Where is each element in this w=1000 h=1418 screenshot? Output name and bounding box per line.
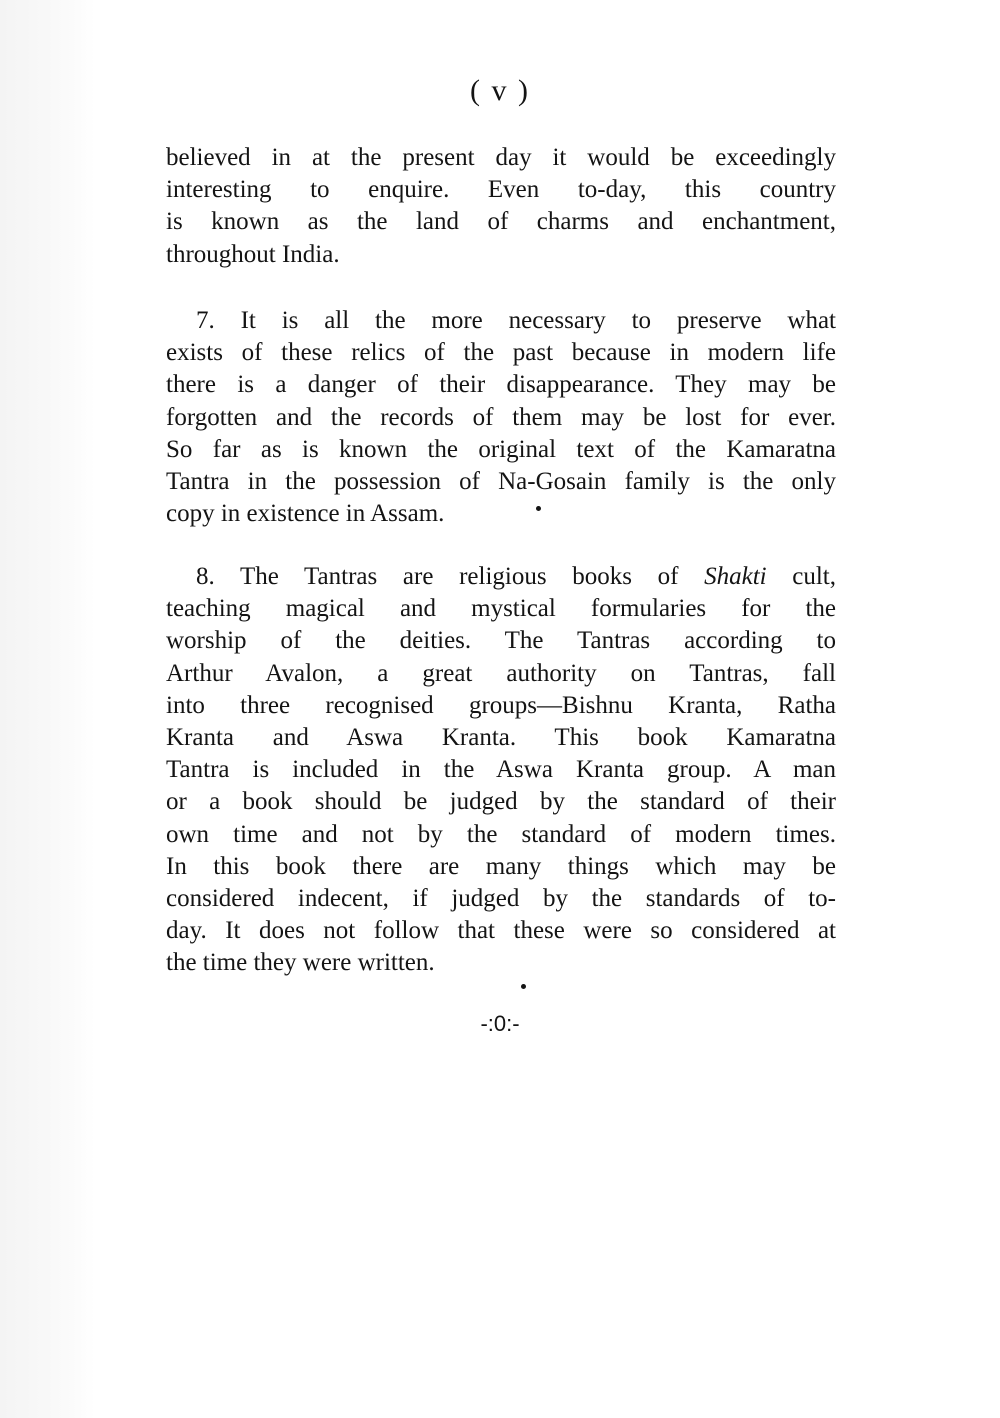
text-line: Tantra is included in the Aswa Kranta group. A man <box>166 756 836 784</box>
text-line: copy in existence in Assam. <box>166 500 445 528</box>
text-line: the time they were written. <box>166 949 435 977</box>
ink-speck <box>521 984 526 989</box>
text-line: or a book should be judged by the standard of their <box>166 788 836 816</box>
text-line: believed in at the present day it would be exceedingly <box>166 144 836 171</box>
text-line: So far as is known the original text of the Kamaratna <box>166 435 836 463</box>
italic-term: Shakti <box>704 563 767 590</box>
text-line: there is a danger of their disappearance. They may be <box>166 371 836 399</box>
text-line: exists of these relics of the past because in modern life <box>166 339 836 367</box>
text-line: 7. It is all the more necessary to preserve what <box>196 307 836 334</box>
paragraph-8 <box>166 561 836 980</box>
text-line: teaching magical and mystical formularies for the <box>166 595 836 623</box>
text-line <box>166 561 836 593</box>
text-line: worship of the deities. The Tantras according to <box>166 627 836 655</box>
text-line: Tantra in the possession of Na-Gosain family is the only <box>166 468 836 496</box>
text-segment: 8. The Tantras are religious books of <box>196 563 705 590</box>
paragraph-7 <box>166 305 836 530</box>
text-line: into three recognised groups—Bishnu Kranta, Ratha <box>166 691 836 719</box>
text-line: forgotten and the records of them may be lost for ever. <box>166 403 836 431</box>
section-end-mark: -:0:- <box>480 1011 520 1036</box>
text-line: throughout India. <box>166 240 340 268</box>
ink-speck <box>536 506 541 511</box>
text-line: is known as the land of charms and enchantment, <box>166 208 836 236</box>
text-segment: cult, <box>766 563 836 590</box>
text-line: Kranta and Aswa Kranta. This book Kamaratna <box>166 724 836 752</box>
paragraph-continuation <box>166 142 836 271</box>
text-line: own time and not by the standard of modern times. <box>166 820 836 848</box>
text-line: interesting to enquire. Even to-day, this country <box>166 176 836 204</box>
text-line: In this book there are many things which may be <box>166 852 836 880</box>
text-line: day. It does not follow that these were so considered at <box>166 917 836 945</box>
page-number: ( v ) <box>470 74 530 107</box>
text-line: Arthur Avalon, a great authority on Tantras, fall <box>166 659 836 687</box>
text-line: considered indecent, if judged by the standards of to- <box>166 885 836 913</box>
scan-margin-shade <box>0 0 95 1418</box>
